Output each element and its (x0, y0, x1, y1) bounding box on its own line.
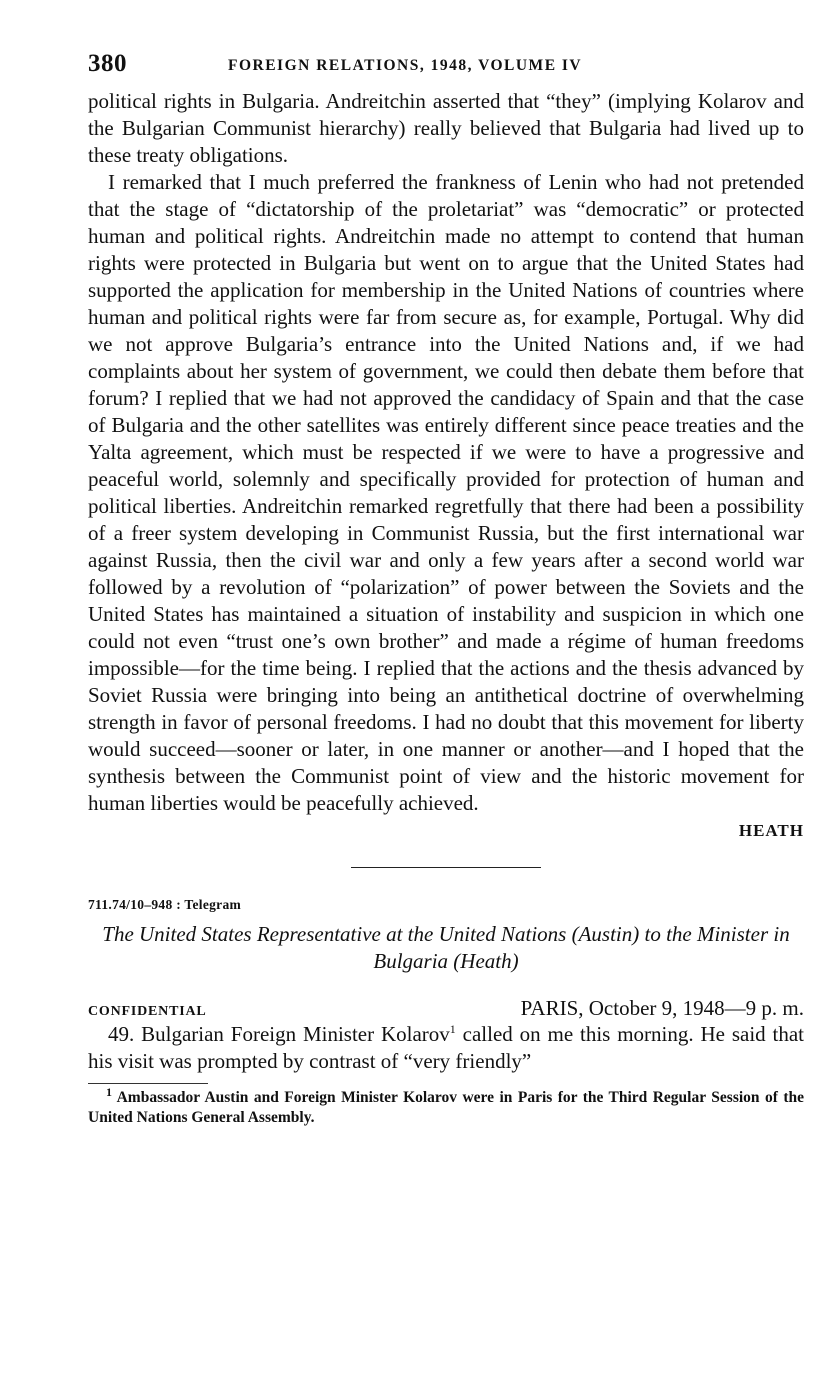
footnote-divider (88, 1083, 208, 1084)
message-rest: called on me this morning. He said that his visit was prompted by contrast of “very friendly” (88, 1022, 804, 1073)
message-start: 49. Bulgarian Foreign Minister Kolarov (108, 1022, 450, 1046)
classification-label: CONFIDENTIAL (88, 1004, 207, 1019)
footnote-text: Ambassador Austin and Foreign Minister Kolarov were in Paris for the Third Regular Session of the United Nations General Assembly. (88, 1089, 804, 1126)
dateline-place: PARIS, (520, 996, 584, 1020)
telegram-paragraph (88, 1021, 804, 1075)
dateline-date: October 9, 1948—9 p. m. (588, 996, 804, 1020)
telegram-body (88, 1021, 804, 1075)
running-head: FOREIGN RELATIONS, 1948, VOLUME IV (228, 57, 583, 74)
document-title: The United States Representative at the United Nations (Austin) to the Minister in Bulgaria (Heath) (102, 922, 790, 973)
paragraph-continuation: political rights in Bulgaria. Andreitchin asserted that “they” (implying Kolarov and the Bulgarian Communist hierarchy) really believed that Bulgaria had lived up to these treaty obligations. (88, 89, 804, 167)
dateline (521, 996, 804, 1021)
file-reference: 711.74/10–948 : Telegram (88, 897, 242, 912)
document-page (88, 48, 804, 1128)
footnote-ref: 1 (449, 1022, 456, 1036)
dateline-row (88, 996, 804, 1021)
paragraph: I remarked that I much preferred the frankness of Lenin who had not pretended that the stage of “dictatorship of the proletariat” was “democratic” or protected human and political rights. Andreitchin made no attempt to contend that human rights were protected in Bulgaria but went on to argue that the United States had supported the application for membership in the United Nations of countries where human and political rights were far from secure as, for example, Portugal. Why did we not approve Bulgaria’s entrance into the United Nations and, if we had complaints about her system of government, we could then debate them before that forum? I replied that we had not approved the candidacy of Spain and that the case of Bulgaria and the other satellites was entirely different since peace treaties and the Yalta agreement, which must be respected if we were to have a progressive and peaceful world, solemnly and specifically provided for protection of human and political liberties. Andreitchin remarked regretfully that there had been a possibility of a freer system developing in Communist Russia, but the first international war against Russia, then the civil war and only a few years after a second world war followed by a revolution of “polarization” of power between the Soviets and the United States has maintained a situation of instability and suspicion in which one could not even “trust one’s own brother” and made a régime of human freedoms impossible—for the time being. I replied that the actions and the thesis advanced by Soviet Russia were bringing into being an antithetical doctrine of overwhelming strength in favor of personal freedoms. I had no doubt that this movement for liberty would succeed—sooner or later, in one manner or another—and I hoped that the synthesis between the Communist point of view and the historic movement for human liberties would be peacefully achieved. (88, 170, 804, 815)
section-divider (351, 867, 541, 868)
page-header (88, 48, 804, 88)
footnote (88, 1084, 804, 1128)
page-number: 380 (88, 50, 127, 77)
body-text (88, 88, 804, 817)
signature: HEATH (738, 821, 804, 840)
footnote-marker: 1 (106, 1084, 112, 1099)
